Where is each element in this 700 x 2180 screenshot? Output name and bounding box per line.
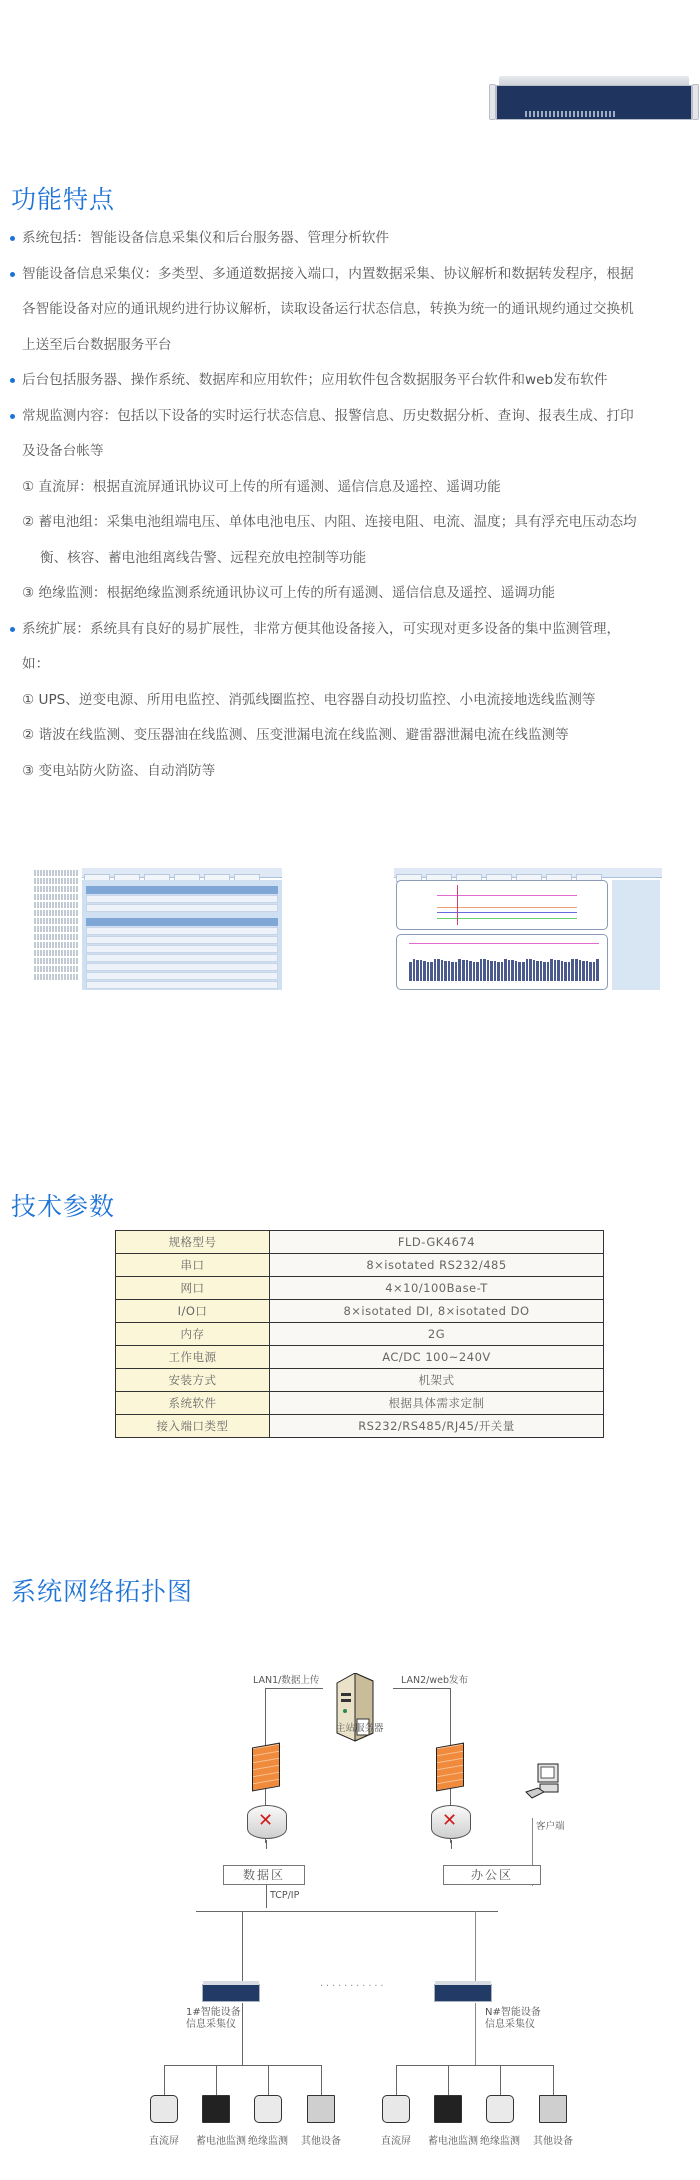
spec-row	[116, 1300, 604, 1323]
device-label: 绝缘监测	[480, 2136, 520, 2147]
device-label: 蓄电池监测	[428, 2136, 478, 2147]
spec-row	[116, 1254, 604, 1277]
battery-voltage-chart-screenshot	[394, 868, 662, 990]
device-label: 其他设备	[533, 2136, 573, 2147]
spec-key: 网口	[116, 1277, 270, 1300]
spec-value: RS232/RS485/RJ45/开关量	[270, 1415, 604, 1438]
client-pc-icon	[524, 1762, 564, 1802]
collector-n-label-line1: N#智能设备	[485, 2007, 541, 2018]
insulation-monitor-icon	[254, 2095, 282, 2123]
spec-value: 8×isotated RS232/485	[270, 1254, 604, 1277]
feature-line-text: 上送至后台数据服务平台	[22, 336, 172, 353]
spec-row	[116, 1346, 604, 1369]
device-label: 绝缘监测	[248, 2136, 288, 2147]
feature-line	[0, 619, 700, 655]
other-device-icon	[307, 2095, 335, 2123]
office-zone-box: 办公区	[443, 1865, 541, 1885]
feature-line	[0, 370, 700, 406]
feature-line-text: 如：	[22, 656, 50, 672]
spec-key: 内存	[116, 1323, 270, 1346]
feature-line	[0, 228, 700, 264]
topology-heading: 系统网络拓扑图	[11, 1577, 194, 1606]
data-zone-box: 数据区	[223, 1865, 305, 1885]
device-label: 直流屏	[149, 2136, 179, 2147]
spec-key: 串口	[116, 1254, 270, 1277]
battery-monitor-icon	[434, 2095, 462, 2123]
feature-line	[0, 477, 700, 513]
spec-value: AC/DC 100~240V	[270, 1346, 604, 1369]
collector-1-label-line1: 1#智能设备	[186, 2007, 241, 2018]
firewall-icon	[436, 1743, 464, 1792]
feature-line-text: 系统扩展：系统具有良好的易扩展性，非常方便其他设备接入，可实现对更多设备的集中监测管理，	[22, 620, 621, 637]
spec-table	[115, 1230, 604, 1438]
spec-value: 机架式	[270, 1369, 604, 1392]
feature-line	[0, 548, 700, 584]
spec-key: I/O口	[116, 1300, 270, 1323]
feature-line	[0, 512, 700, 548]
feature-line-text: 各智能设备对应的通讯规约进行协议解析，读取设备运行状态信息，转换为统一的通讯规约通过交换机	[22, 301, 634, 317]
feature-line	[0, 441, 700, 477]
collector-device-image	[489, 76, 699, 122]
feature-line	[0, 406, 700, 442]
feature-line-text: ② 谐波在线监测、变压器油在线监测、压变泄漏电流在线监测、避雷器泄漏电流在线监测等	[22, 727, 569, 743]
feature-line	[0, 299, 700, 335]
router-icon	[431, 1805, 471, 1839]
feature-line-text: ② 蓄电池组：采集电池组端电压、单体电池电压、内阻、连接电阻、电流、温度；具有浮充电压动态均	[22, 514, 637, 530]
feature-line	[0, 690, 700, 726]
spec-row	[116, 1415, 604, 1438]
features-list	[0, 228, 700, 796]
feature-line-text: 及设备台帐等	[22, 443, 104, 459]
feature-line-text: 系统包括：智能设备信息采集仪和后台服务器、管理分析软件	[22, 230, 390, 246]
feature-line-text: 后台包括服务器、操作系统、数据库和应用软件；应用软件包含数据服务平台软件和web发布软件	[22, 372, 608, 388]
feature-line-text: 衡、核容、蓄电池组离线告警、远程充放电控制等功能	[40, 549, 367, 566]
client-label: 客户端	[536, 1821, 565, 1832]
feature-line	[0, 761, 700, 797]
lan1-label: LAN1/数据上传	[253, 1675, 320, 1686]
collector-1-label-line2: 信息采集仪	[186, 2019, 236, 2030]
spec-row	[116, 1392, 604, 1415]
spec-row	[116, 1323, 604, 1346]
collector-n-label-line2: 信息采集仪	[485, 2019, 535, 2030]
feature-line-text: ③ 变电站防火防盗、自动消防等	[22, 762, 216, 779]
feature-line-text: ① 直流屏：根据直流屏通讯协议可上传的所有遥测、遥信信息及遥控、遥调功能	[22, 478, 501, 495]
spec-row	[116, 1277, 604, 1300]
battery-monitor-icon	[202, 2095, 230, 2123]
protocol-label: TCP/IP	[270, 1890, 300, 1901]
spec-value: 根据具体需求定制	[270, 1392, 604, 1415]
feature-line	[0, 264, 700, 300]
device-label: 其他设备	[301, 2136, 341, 2147]
firewall-icon	[252, 1743, 280, 1792]
feature-line-text: ① UPS、逆变电源、所用电监控、消弧线圈监控、电容器自动投切监控、小电流接地选线监测等	[22, 691, 596, 708]
device-label: 蓄电池监测	[196, 2136, 246, 2147]
spec-key: 接入端口类型	[116, 1415, 270, 1438]
spec-row	[116, 1369, 604, 1392]
spec-key: 系统软件	[116, 1392, 270, 1415]
ellipsis: · · · · · · · · · · ·	[320, 1981, 384, 1992]
spec-value: FLD-GK4674	[270, 1231, 604, 1254]
feature-line	[0, 335, 700, 371]
spec-key: 安装方式	[116, 1369, 270, 1392]
lan2-label: LAN2/web发布	[401, 1675, 469, 1686]
device-label: 直流屏	[381, 2136, 411, 2147]
feature-line-text: 智能设备信息采集仪：多类型、多通道数据接入端口，内置数据采集、协议解析和数据转发程序，根据	[22, 265, 634, 282]
spec-key: 工作电源	[116, 1346, 270, 1369]
server-label: 主站服务器	[336, 1723, 384, 1734]
feature-line	[0, 583, 700, 619]
collector-1-icon	[202, 1984, 260, 2002]
device-info-table-screenshot	[30, 868, 282, 990]
spec-value: 2G	[270, 1323, 604, 1346]
network-topology-diagram	[0, 1600, 700, 2180]
feature-line-text: 常规监测内容：包括以下设备的实时运行状态信息、报警信息、历史数据分析、查询、报表生成、打印	[22, 407, 634, 424]
features-heading: 功能特点	[11, 185, 116, 214]
dc-panel-icon	[382, 2095, 410, 2123]
feature-line	[0, 725, 700, 761]
spec-value: 4×10/100Base-T	[270, 1277, 604, 1300]
spec-row	[116, 1231, 604, 1254]
feature-line-text: ③ 绝缘监测：根据绝缘监测系统通讯协议可上传的所有遥测、遥信信息及遥控、遥调功能	[22, 585, 556, 601]
collector-n-icon	[434, 1984, 492, 2002]
router-icon	[247, 1805, 287, 1839]
spec-value: 8×isotated DI, 8×isotated DO	[270, 1300, 604, 1323]
spec-key: 规格型号	[116, 1231, 270, 1254]
other-device-icon	[539, 2095, 567, 2123]
specs-heading: 技术参数	[11, 1192, 116, 1221]
feature-line	[0, 654, 700, 690]
dc-panel-icon	[150, 2095, 178, 2123]
insulation-monitor-icon	[486, 2095, 514, 2123]
